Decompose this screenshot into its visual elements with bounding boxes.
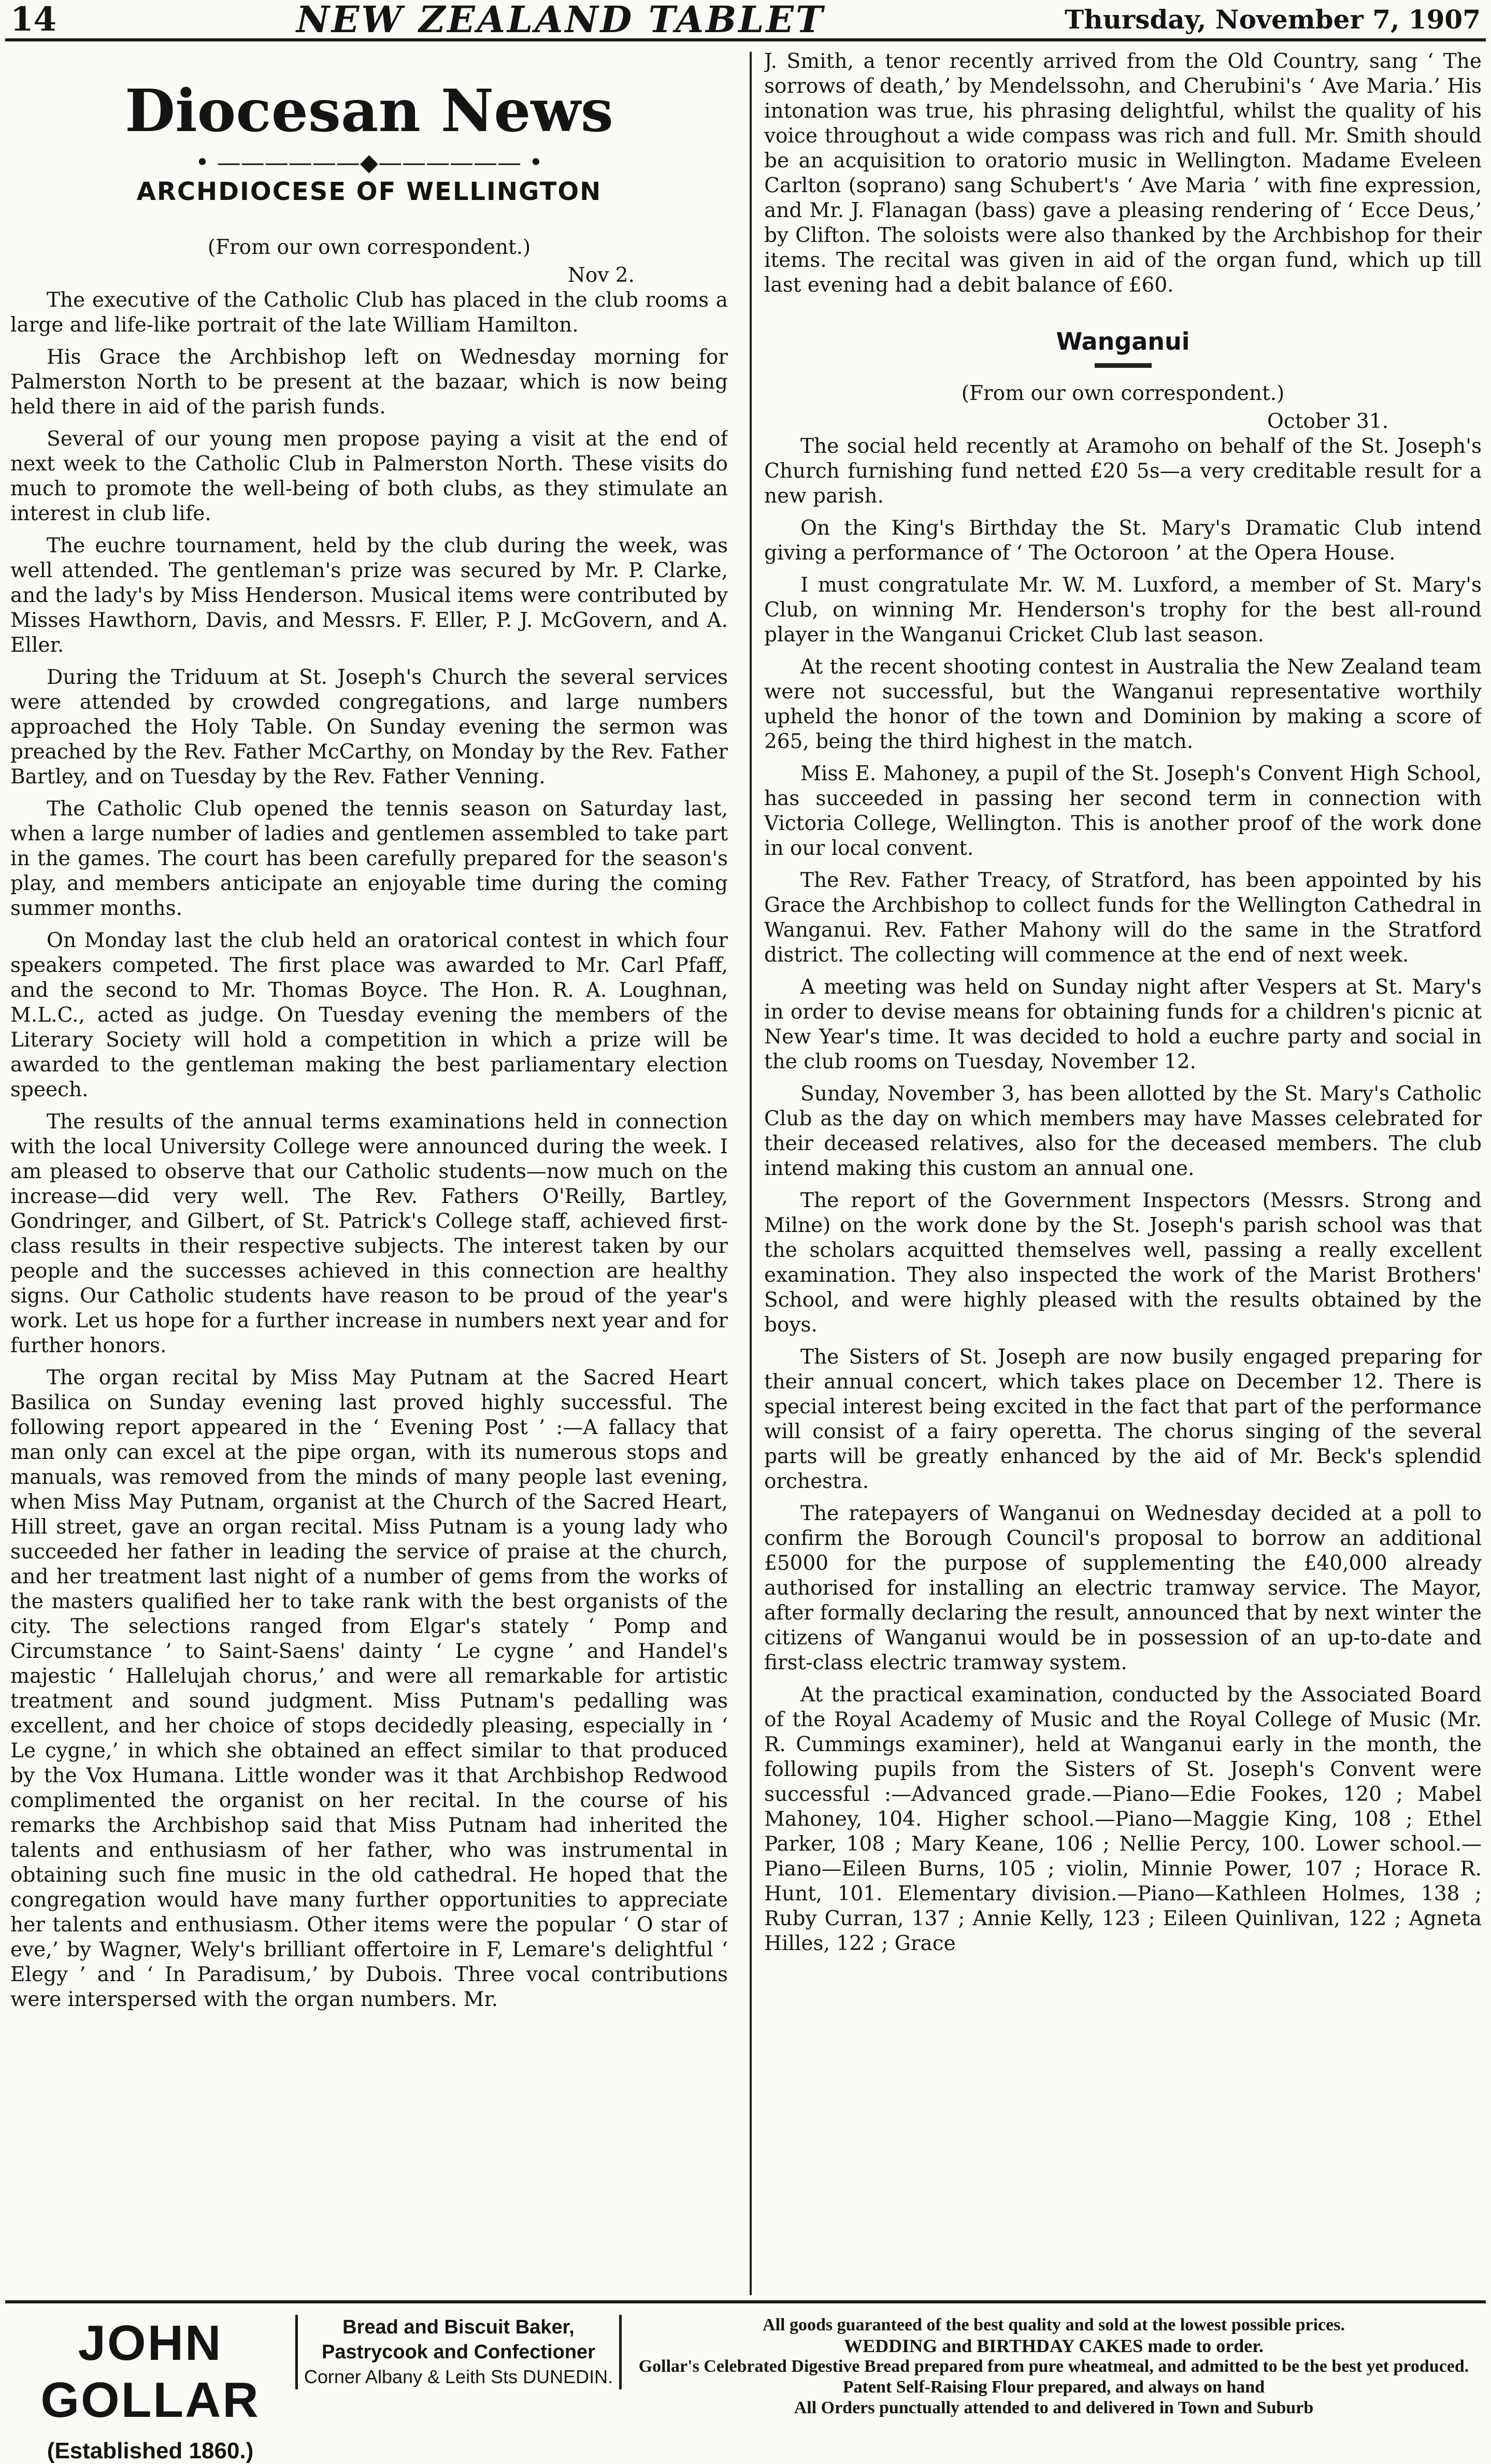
article-paragraph: At the recent shooting contest in Australia the New Zealand team were not successful, but the Wanganui representative worthily upheld the honor of the town and Dominion by making a score of 265, being the third highest in the match. xyxy=(764,655,1482,753)
left-column xyxy=(10,57,728,2295)
column-divider xyxy=(750,52,752,2295)
article-paragraph: The euchre tournament, held by the club during the week, was well attended. The gentleman's prize was secured by Mr. P. Clarke, and the lady's by Miss Henderson. Musical items were contributed by Misses Hawthorn, Davis, and Messrs. F. Eller, P. J. McGovern, and A. Eller. xyxy=(10,534,728,657)
article-paragraph: The organ recital by Miss May Putnam at the Sacred Heart Basilica on Sunday evening last proved highly successful. The following report appeared in the ‘ Evening Post ’ :—A fallacy that man only can excel at the pipe organ, with its numerous stops and manuals, was removed from the minds of many people last evening, when Miss May Putnam, organist at the Church of the Sacred Heart, Hill street, gave an organ recital. Miss Putnam is a young lady who succeeded her father in leading the service of praise at the church, and her treatment last night of a number of gems from the works of the masters qualified her to take rank with the best organists of the city. The selections ranged from Elgar's stately ‘ Pomp and Circumstance ’ to Saint-Saens' dainty ‘ Le cygne ’ and Handel's majestic ‘ Hallelujah chorus,’ and were all remarkable for artistic treatment and sound judgment. Miss Putnam's pedalling was excellent, and her choice of stops decidedly pleasing, especially in ‘ Le cygne,’ in which she obtained an effect similar to that produced by the Vox Humana. Little wonder was it that Archbishop Redwood complimented the organist on her recital. In the course of his remarks the Archbishop said that Miss Putnam had inherited the talents and enthusiasm of her father, who was instrumental in obtaining such fine music in the old cathedral. He hoped that the congregation would have many further opportunities to appreciate her talents and enthusiasm. Other items were the popular ‘ O star of eve,’ by Wagner, Wely's brilliant offertoire in F, Lemare's delightful ‘ Elegy ’ and ‘ In Paradisum,’ by Dubois. Three vocal contributions were interspersed with the organ numbers. Mr. xyxy=(10,1366,728,2011)
advertiser-block xyxy=(5,2315,295,2464)
article-paragraph: On the King's Birthday the St. Mary's Dramatic Club intend giving a performance of ‘ The Octoroon ’ at the Opera House. xyxy=(764,517,1482,565)
article-paragraph: Sunday, November 3, has been allotted by the St. Mary's Catholic Club as the day on which members may have Masses celebrated for their deceased relatives, also for the deceased members. The club intend making this custom an annual one. xyxy=(764,1082,1482,1180)
bread-line: Gollar's Celebrated Digestive Bread prepared from pure wheatmeal, and admitted to be the best yet produced. Patent Self-Raising Flour prepared, and always on hand xyxy=(638,2357,1469,2397)
trade-box xyxy=(295,2315,622,2389)
article-paragraph: The Rev. Father Treacy, of Stratford, has been appointed by his Grace the Archbishop to collect funds for the Wellington Cathedral in Wanganui. Rev. Father Mahony will do the same in the Stratford district. The collecting will commence at the end of next week. xyxy=(764,869,1482,967)
guarantee-line: All goods guaranteed of the best quality and sold at the lowest possible prices. xyxy=(763,2315,1345,2334)
dateline: October 31. xyxy=(1267,410,1388,433)
article-paragraph: Several of our young men propose paying a visit at the end of next week to the Catholic Club in Palmerston North. These visits do much to promote the well-being of both clubs, as they stimulate an interest in club life. xyxy=(10,427,728,525)
advert-details xyxy=(622,2315,1486,2418)
heading-rule xyxy=(1095,363,1152,368)
section-heading-wellington: ARCHDIOCESE OF WELLINGTON xyxy=(136,177,602,206)
article-paragraph: I must congratulate Mr. W. M. Luxford, a member of St. Mary's Club, on winning Mr. Henderson's trophy for the best all-round player in the Wanganui Cricket Club last season. xyxy=(764,574,1482,647)
article-paragraph: On Monday last the club held an oratorical contest in which four speakers competed. The first place was awarded to Mr. Carl Pfaff, and the second to Mr. Thomas Boyce. The Hon. R. A. Loughnan, M.L.C., acted as judge. On Tuesday evening the members of the Literary Society will hold a competition in which a prize will be awarded to the gentleman making the best parliamentary election speech. xyxy=(10,929,728,1101)
right-column xyxy=(764,49,1482,2287)
article-paragraph: The executive of the Catholic Club has placed in the club rooms a large and life-like portrait of the late William Hamilton. xyxy=(10,289,728,337)
article-paragraph: A meeting was held on Sunday night after Vespers at St. Mary's in order to devise means for obtaining funds for a children's picnic at New Year's time. It was decided to hold a euchre party and social in the club rooms on Tuesday, November 12. xyxy=(764,976,1482,1073)
article-paragraph: The results of the annual terms examinations held in connection with the local University College were announced during the week. I am pleased to observe that our Catholic students—now much on the increase—did very well. The Rev. Fathers O'Reilly, Bartley, Gondringer, and Gilbert, of St. Patrick's College staff, achieved first-class results in their respective subjects. The interest taken by our people and the successes achieved in this connection are healthy signs. Our Catholic students have reason to be proud of the year's work. Let us hope for a further increase in numbers next year and for further honors. xyxy=(10,1110,728,1357)
trade-description: Bread and Biscuit Baker, Pastrycook and Confectioner xyxy=(322,2316,595,2363)
article-paragraph: The Sisters of St. Joseph are now busily engaged preparing for their annual concert, which takes place on December 12. There is special interest being excited in the fact that part of the performance will consist of a fairy operetta. The chorus singing of the several parts will be greatly enhanced by the aid of Mr. Beck's splendid orchestra. xyxy=(764,1345,1482,1493)
page-title: Diocesan News xyxy=(125,77,613,145)
article-paragraph: The Catholic Club opened the tennis season on Saturday last, when a large number of ladies and gentlemen assembled to take part in the games. The court has been carefully prepared for the season's play, and members anticipate an enjoyable time during the coming summer months. xyxy=(10,797,728,920)
cakes-line: WEDDING and BIRTHDAY CAKES made to order. xyxy=(844,2336,1264,2356)
article-continuation: J. Smith, a tenor recently arrived from the Old Country, sang ‘ The sorrows of death,’ by Mendelssohn, and Cherubini's ‘ Ave Maria.’ His intonation was true, his phrasing delightful, whilst the quality of his voice throughout a wide compass was rich and full. Mr. Smith should be an acquisition to oratorio music in Wellington. Madame Eveleen Carlton (soprano) sang Schubert's ‘ Ave Maria ’ with fine expression, and Mr. J. Flanagan (bass) gave a pleasing rendering of ‘ Ecce Deus,’ by Clifton. The soloists were also thanked by the Archbishop for their items. The recital was given in aid of the organ fund, which up till last evening had a debit balance of £60. xyxy=(764,50,1482,297)
section-heading-wanganui: Wanganui xyxy=(1056,327,1190,355)
title-ornament: • ——————◆—————— • xyxy=(195,148,543,176)
article-paragraph: At the practical examination, conducted by the Associated Board of the Royal Academy of Music and the Royal College of Music (Mr. R. Cummings examiner), held at Wanganui early in the month, the following pupils from the Sisters of St. Joseph's Convent were successful :—Advanced grade.—Piano—Edie Fookes, 120 ; Mabel Mahoney, 104. Higher school.—Piano—Maggie King, 108 ; Ethel Parker, 108 ; Mary Keane, 106 ; Nellie Percy, 100. Lower school.—Piano—Eileen Burns, 105 ; violin, Minnie Power, 107 ; Horace R. Hunt, 101. Elementary division.—Piano—Kathleen Holmes, 138 ; Ruby Curran, 137 ; Annie Kelly, 123 ; Eileen Quinlivan, 122 ; Agneta Hilles, 122 ; Grace xyxy=(764,1683,1482,1955)
correspondent-line: (From our own correspondent.) xyxy=(961,382,1285,405)
dateline: Nov 2. xyxy=(567,264,635,287)
article-paragraph: The social held recently at Aramoho on behalf of the St. Joseph's Church furnishing fund netted £20 5s—a very creditable result for a new parish. xyxy=(764,435,1482,508)
page-number: 14 xyxy=(10,0,57,39)
article-paragraph: During the Triduum at St. Joseph's Church the several services were attended by crowded congregations, and large numbers approached the Holy Table. On Sunday evening the sermon was preached by the Rev. Father McCarthy, on Monday by the Rev. Father Bartley, and on Tuesday by the Rev. Father Venning. xyxy=(10,666,728,789)
orders-line: All Orders punctually attended to and delivered in Town and Suburb xyxy=(794,2398,1314,2417)
article-paragraph: His Grace the Archbishop left on Wednesday morning for Palmerston North to be present at the bazaar, which is now being held there in aid of the parish funds. xyxy=(10,346,728,419)
newspaper-title: NEW ZEALAND TABLET xyxy=(296,0,825,41)
address: Corner Albany & Leith Sts DUNEDIN. xyxy=(304,2366,613,2387)
established-note: (Established 1860.) xyxy=(47,2438,254,2463)
advertiser-name: JOHN GOLLAR xyxy=(40,2315,260,2428)
article-paragraph: The ratepayers of Wanganui on Wednesday decided at a poll to confirm the Borough Council's proposal to borrow an additional £5000 for the purpose of supplementing the £40,000 already authorised for installing an electric tramway service. The Mayor, after formally declaring the result, announced that by next winter the citizens of Wanganui would be in possession of an up-to-date and first-class electric tramway system. xyxy=(764,1502,1482,1674)
masthead xyxy=(5,0,1486,41)
article-paragraph: Miss E. Mahoney, a pupil of the St. Joseph's Convent High School, has succeeded in passing her second term in connection with Victoria College, Wellington. This is another proof of the work done in our local convent. xyxy=(764,762,1482,860)
article-paragraph: The report of the Government Inspectors (Messrs. Strong and Milne) on the work done by the St. Joseph's parish school was that the scholars acquitted themselves well, passing a really excellent examination. They also inspected the work of the Marist Brothers' School, and were highly pleased with the results obtained by the boys. xyxy=(764,1189,1482,1337)
advertisement xyxy=(5,2300,1486,2463)
issue-date: Thursday, November 7, 1907 xyxy=(1065,4,1481,35)
correspondent-line: (From our own correspondent.) xyxy=(207,236,531,259)
